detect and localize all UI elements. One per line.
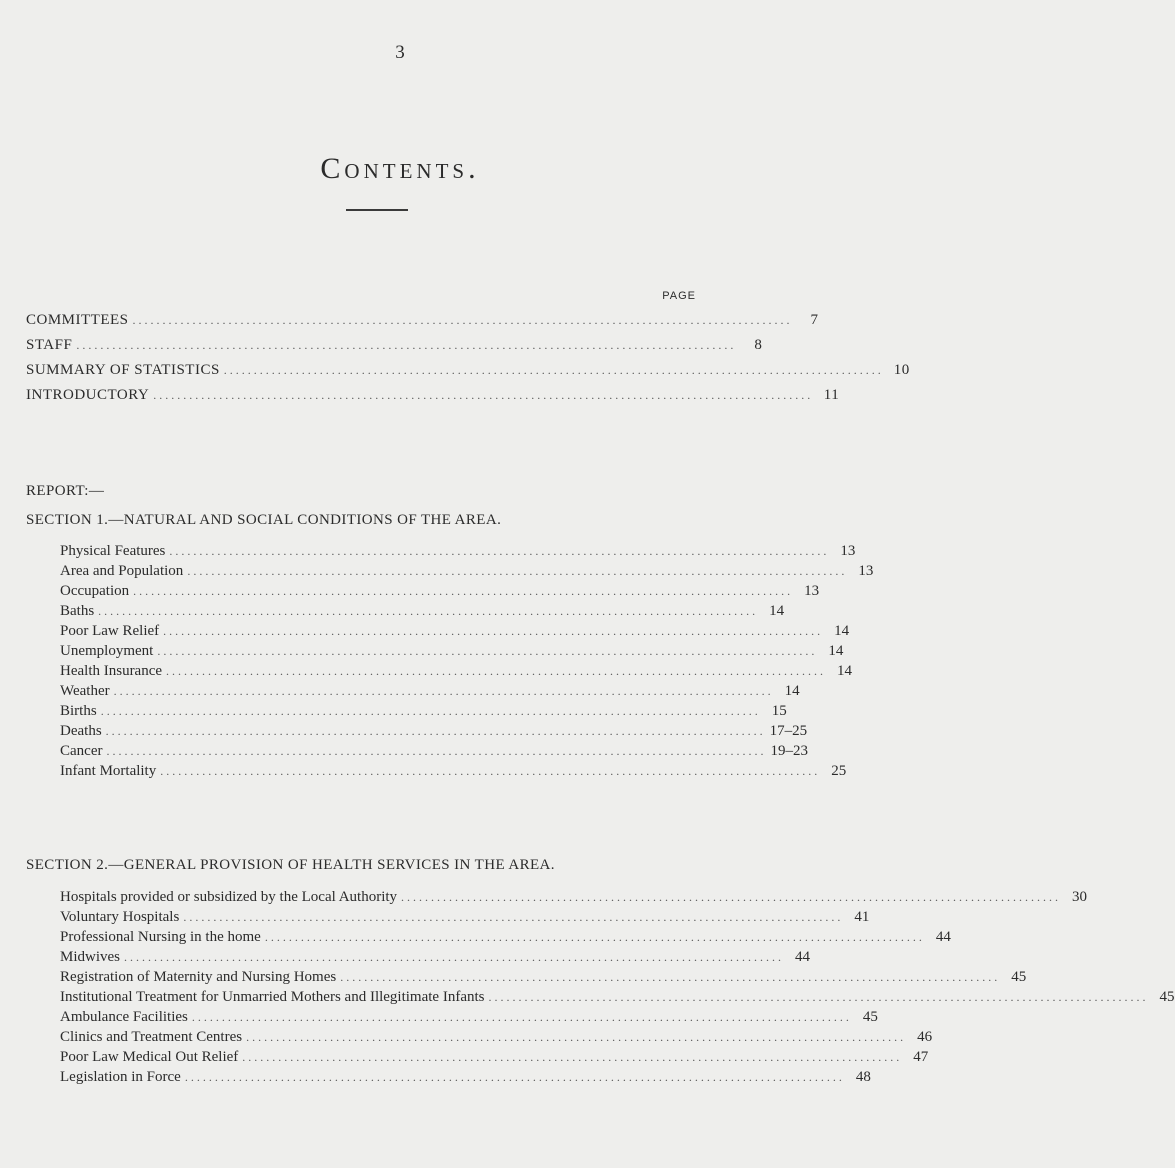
toc-entry-label: Health Insurance [60,663,163,679]
toc-entry-page: 45 [862,1009,878,1025]
toc-entry-page: 25 [831,763,847,779]
leader-dots: .............................................................................................................. [124,950,784,964]
toc-entry-page: 13 [840,543,856,559]
toc-entry-label: Poor Law Relief [60,623,160,639]
leader-dots: .............................................................................................................. [160,764,821,778]
toc-entry-institutional-treatment[interactable] [60,987,1175,1007]
toc-entry-page: 48 [855,1069,871,1085]
toc-entry-label: Infant Mortality [60,763,157,779]
toc-entry-label: Area and Population [60,563,184,579]
section-1-heading: SECTION 1.—NATURAL AND SOCIAL CONDITIONS OF THE AREA. [26,512,502,528]
toc-entry-label: Baths [60,603,95,619]
toc-entry-label: STAFF [26,337,73,353]
toc-entry-registration-homes[interactable] [60,967,1027,987]
toc-entry-occupation[interactable] [60,581,820,601]
toc-entry-baths[interactable] [60,601,785,621]
toc-entry-page: 13 [858,563,874,579]
toc-entry-label: Hospitals provided or subsidized by the Local Authority [60,889,398,905]
section-2-heading: SECTION 2.—GENERAL PROVISION OF HEALTH SERVICES IN THE AREA. [26,857,555,873]
leader-dots: .............................................................................................................. [105,724,766,738]
leader-dots: .............................................................................................................. [187,564,848,578]
leader-dots: .............................................................................................................. [106,744,767,758]
toc-entry-births[interactable] [60,701,787,721]
toc-entry-staff[interactable] [26,335,763,355]
toc-entry-page: 14 [837,663,853,679]
toc-entry-deaths[interactable] [60,721,808,741]
toc-entry-label: Poor Law Medical Out Relief [60,1049,239,1065]
toc-entry-label: INTRODUCTORY [26,387,150,403]
toc-entry-cancer[interactable] [60,741,808,761]
toc-entry-page: 19–23 [770,743,808,759]
toc-entry-page: 13 [804,583,820,599]
toc-entry-committees[interactable] [26,310,819,330]
toc-entry-professional-nursing[interactable] [60,927,951,947]
toc-entry-page: 11 [823,387,840,403]
toc-entry-poor-law-medical[interactable] [60,1047,929,1067]
toc-entry-page: 44 [935,929,951,945]
leader-dots: .............................................................................................................. [132,313,793,327]
page-number: 3 [395,42,405,63]
report-heading: REPORT:— [26,483,105,499]
toc-entry-label: Legislation in Force [60,1069,181,1085]
toc-entry-weather[interactable] [60,681,800,701]
toc-entry-legislation[interactable] [60,1067,871,1087]
toc-entry-page: 14 [784,683,800,699]
toc-entry-page: 14 [828,643,844,659]
toc-entry-page: 7 [810,312,819,328]
toc-entry-label: Births [60,703,97,719]
page-column-label: PAGE [662,290,696,302]
toc-entry-page: 14 [834,623,850,639]
toc-entry-midwives[interactable] [60,947,810,967]
leader-dots: .............................................................................................................. [246,1030,907,1044]
toc-entry-poor-law-relief[interactable] [60,621,850,641]
leader-dots: .............................................................................................................. [100,704,761,718]
toc-entry-label: COMMITTEES [26,312,129,328]
toc-entry-page: 46 [917,1029,933,1045]
toc-entry-label: Midwives [60,949,120,965]
leader-dots: .............................................................................................................. [157,644,818,658]
toc-entry-area-and-population[interactable] [60,561,874,581]
toc-entry-label: SUMMARY OF STATISTICS [26,362,220,378]
leader-dots: .............................................................................................................. [113,684,774,698]
leader-dots: .............................................................................................................. [163,624,824,638]
toc-entry-page: 15 [771,703,787,719]
toc-entry-label: Clinics and Treatment Centres [60,1029,243,1045]
toc-entry-page: 14 [769,603,785,619]
toc-entry-infant-mortality[interactable] [60,761,847,781]
leader-dots: .............................................................................................................. [223,363,884,377]
toc-entry-page: 45 [1159,989,1175,1005]
toc-entry-label: Occupation [60,583,130,599]
leader-dots: .............................................................................................................. [242,1050,903,1064]
toc-entry-label: Registration of Maternity and Nursing Homes [60,969,337,985]
leader-dots: .............................................................................................................. [184,1070,845,1084]
leader-dots: .............................................................................................................. [264,930,925,944]
leader-dots: .............................................................................................................. [488,990,1149,1004]
toc-entry-label: Cancer [60,743,103,759]
leader-dots: .............................................................................................................. [191,1010,852,1024]
toc-entry-summary-of-statistics[interactable] [26,360,910,380]
toc-entry-label: Voluntary Hospitals [60,909,180,925]
toc-entry-label: Professional Nursing in the home [60,929,261,945]
toc-entry-ambulance-facilities[interactable] [60,1007,878,1027]
toc-entry-label: Weather [60,683,110,699]
toc-entry-page: 45 [1011,969,1027,985]
toc-entry-physical-features[interactable] [60,541,856,561]
toc-entry-hospitals-local-authority[interactable] [60,887,1088,907]
toc-entry-label: Unemployment [60,643,154,659]
toc-entry-label: Physical Features [60,543,166,559]
title-divider [346,209,408,211]
toc-entry-clinics[interactable] [60,1027,933,1047]
toc-entry-unemployment[interactable] [60,641,844,661]
toc-entry-label: Ambulance Facilities [60,1009,188,1025]
leader-dots: .............................................................................................................. [166,664,827,678]
leader-dots: .............................................................................................................. [169,544,830,558]
leader-dots: .............................................................................................................. [76,338,737,352]
toc-entry-page: 17–25 [769,723,808,739]
toc-entry-page: 44 [795,949,810,965]
leader-dots: .............................................................................................................. [153,388,814,402]
toc-entry-page: 41 [854,909,870,925]
leader-dots: .............................................................................................................. [98,604,759,618]
toc-entry-page: 47 [913,1049,929,1065]
toc-entry-label: Institutional Treatment for Unmarried Mothers and Illegitimate Infants [60,989,485,1005]
toc-entry-page: 8 [754,337,763,353]
toc-entry-page: 10 [893,362,910,378]
toc-entry-introductory[interactable] [26,385,840,405]
leader-dots: .............................................................................................................. [340,970,1001,984]
leader-dots: .............................................................................................................. [183,910,844,924]
toc-entry-health-insurance[interactable] [60,661,853,681]
toc-entry-voluntary-hospitals[interactable] [60,907,870,927]
toc-entry-label: Deaths [60,723,102,739]
leader-dots: .............................................................................................................. [133,584,794,598]
toc-entry-page: 30 [1072,889,1088,905]
leader-dots: .............................................................................................................. [401,890,1062,904]
page-title: Contents. [320,152,480,186]
